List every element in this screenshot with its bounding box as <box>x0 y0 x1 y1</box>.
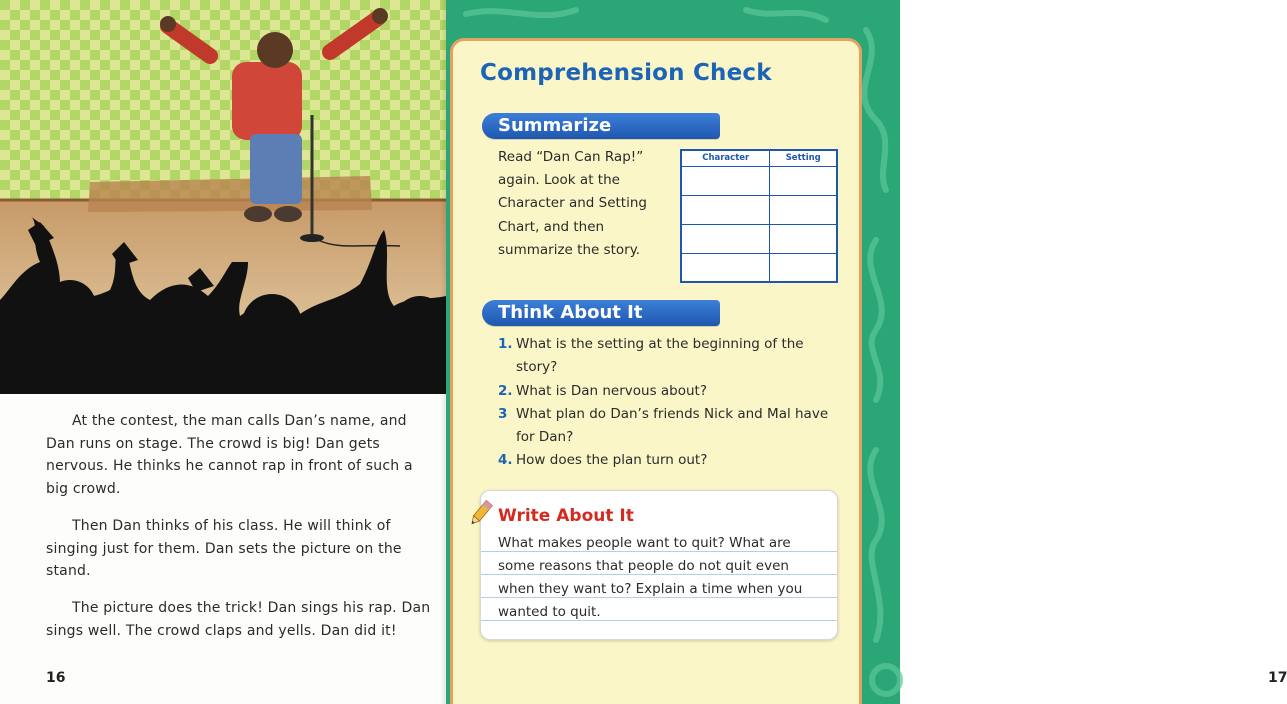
chart-header-character: Character <box>681 150 770 166</box>
story-paragraph-1 <box>46 410 432 500</box>
summarize-text: Read “Dan Can Rap!” again. Look at the Character and Setting Chart, and then summarize the story. <box>498 149 647 258</box>
story-paragraph-1-text: At the contest, the man calls Dan’s name, and Dan runs on stage. The crowd is big! Dan gets nervous. He thinks he cannot rap in front of such a big crowd. <box>46 413 413 497</box>
chart-cell <box>770 224 837 253</box>
summarize-heading: Summarize <box>498 115 612 136</box>
question-text: What is the setting at the beginning of the story? <box>516 336 804 376</box>
story-paragraph-2 <box>46 515 432 583</box>
chart-cell <box>770 253 837 282</box>
question-number: 3 <box>498 405 508 422</box>
character-setting-chart <box>680 149 838 283</box>
question-item <box>498 380 838 403</box>
write-text: What makes people want to quit? What are some reasons that people do not quit even when they want to? Explain a time when you wanted to quit. <box>498 535 803 620</box>
question-number: 4. <box>498 452 513 469</box>
chart-cell <box>681 166 770 195</box>
question-list <box>498 333 838 473</box>
right-page <box>446 0 1287 704</box>
question-item <box>498 333 838 380</box>
question-number: 1. <box>498 336 513 352</box>
question-text: How does the plan turn out? <box>516 452 708 469</box>
question-text: What plan do Dan’s friends Nick and Mal have for Dan? <box>516 405 829 446</box>
chart-cell <box>681 195 770 224</box>
left-page <box>0 0 446 704</box>
page-title: Comprehension Check <box>480 60 772 86</box>
story-paragraph-3-text: The picture does the trick! Dan sings his rap. Dan sings well. The crowd claps and yells. Dan did it! <box>46 600 431 639</box>
write-heading: Write About It <box>498 506 634 526</box>
question-number: 2. <box>498 382 513 399</box>
chart-cell <box>681 253 770 282</box>
page-number-right: 17 <box>1268 670 1287 686</box>
story-paragraph-2-text: Then Dan thinks of his class. He will think of singing just for them. Dan sets the picture on the stand. <box>46 518 402 579</box>
stage-illustration <box>0 0 446 394</box>
chart-cell <box>770 166 837 195</box>
pencil-icon <box>466 498 496 528</box>
question-item <box>498 449 838 472</box>
page-number-left: 16 <box>46 670 66 686</box>
think-heading: Think About It <box>498 302 643 323</box>
chart-cell <box>770 195 837 224</box>
summarize-heading-bar <box>482 113 720 139</box>
think-heading-bar <box>482 300 720 326</box>
chart-header-setting: Setting <box>770 150 837 166</box>
story-paragraph-3 <box>46 597 432 642</box>
chart-cell <box>681 224 770 253</box>
question-text: What is Dan nervous about? <box>516 382 708 399</box>
question-item <box>498 403 838 450</box>
